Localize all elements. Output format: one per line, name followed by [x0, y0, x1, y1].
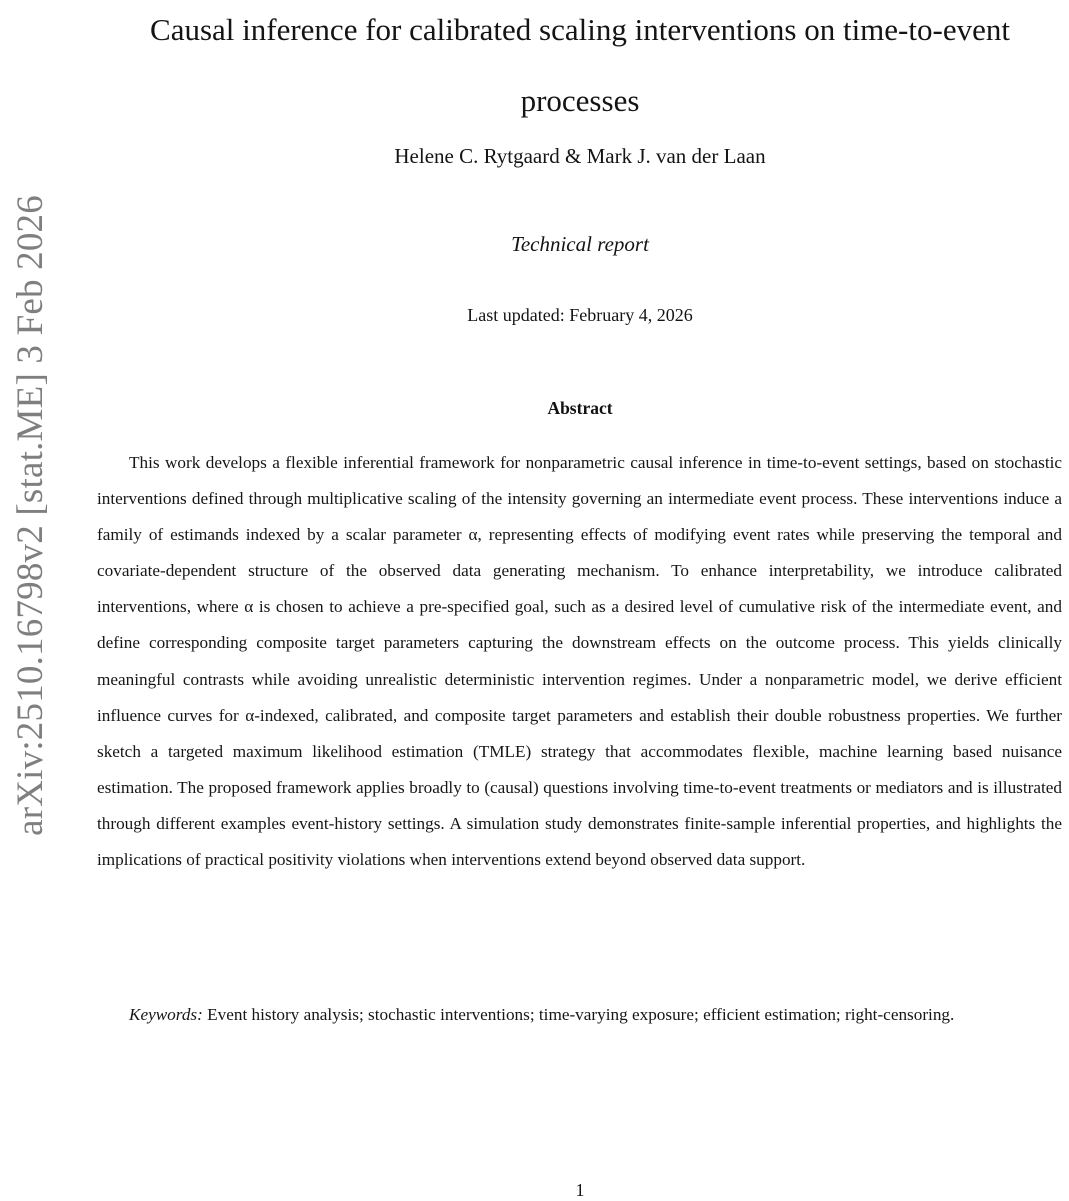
keywords-paragraph [97, 997, 1062, 1034]
last-updated-date: Last updated: February 4, 2026 [467, 305, 693, 325]
arxiv-identifier-stamp [0, 158, 60, 873]
abstract-heading: Abstract [547, 398, 613, 418]
paper-title [80, 0, 1069, 136]
report-type: Technical report [511, 232, 649, 256]
keywords-text: Event history analysis; stochastic interventions; time-varying exposure; efficient estimation; right-censoring. [202, 1005, 955, 1024]
keywords-label: Keywords: [129, 1005, 203, 1024]
paper-title-line-2: processes [520, 83, 640, 118]
paper-title-line-1: Causal inference for calibrated scaling interventions on time-to-event [150, 12, 1010, 47]
abstract-body: This work develops a flexible inferential framework for nonparametric causal inference in time-to-event settings, based on stochastic interventions defined through multiplicative scaling of the intensity governing an intermediate event process. These interventions induce a family of estimands indexed by a scalar parameter α, representing effects of modifying event rates while preserving the temporal and covariate-dependent structure of the observed data generating mechanism. To enhance interpretability, we introduce calibrated interventions, where α is chosen to achieve a pre-specified goal, such as a desired level of cumulative risk of the intermediate event, and define corresponding composite target parameters capturing the downstream effects on the outcome process. This yields clinically meaningful contrasts while avoiding unrealistic deterministic intervention regimes. Under a nonparametric model, we derive efficient influence curves for α-indexed, calibrated, and composite target parameters and establish their double robustness properties. We further sketch a targeted maximum likelihood estimation (TMLE) strategy that accommodates flexible, machine learning based nuisance estimation. The proposed framework applies broadly to (causal) questions involving time-to-event treatments or mediators and is illustrated through different examples event-history settings. A simulation study demonstrates finite-sample inferential properties, and highlights the implications of practical positivity violations when interventions extend beyond observed data support. [97, 453, 1062, 870]
arxiv-identifier-text: arXiv:2510.16798v2 [stat.ME] 3 Feb 2026 [9, 195, 51, 836]
paper-authors: Helene C. Rytgaard & Mark J. van der Laan [394, 144, 766, 168]
page-number: 1 [575, 1180, 585, 1200]
